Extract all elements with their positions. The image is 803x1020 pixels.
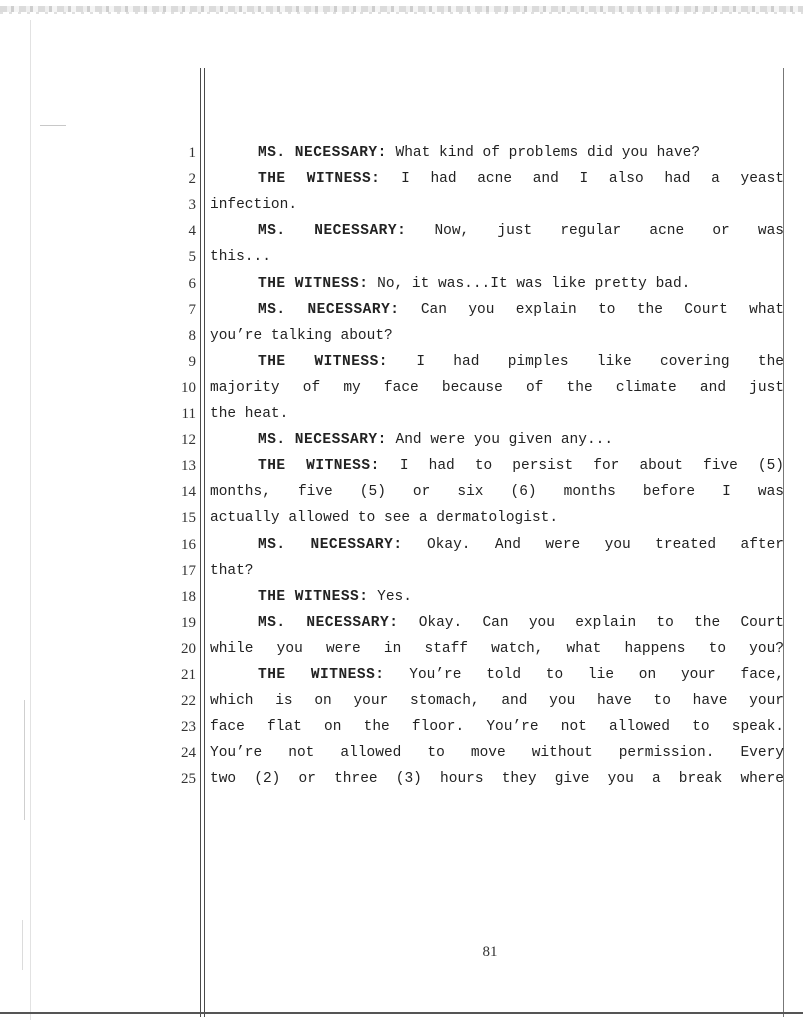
line-text (210, 323, 784, 349)
transcript-line (150, 297, 790, 323)
line-text (210, 740, 784, 766)
transcript-line (150, 192, 790, 218)
speaker-label: THE WITNESS: (258, 353, 389, 370)
line-number: 16 (181, 536, 196, 553)
line-number: 3 (188, 197, 196, 214)
transcript-line (150, 323, 790, 349)
line-number: 18 (181, 588, 196, 605)
transcript-line (150, 662, 790, 688)
speaker-label: MS. NECESSARY: (258, 145, 387, 161)
line-number: 11 (181, 406, 196, 422)
line-text (210, 532, 784, 558)
spoken-text: which is on your stomach, and you have to have your (210, 693, 784, 710)
scan-artifact-top-2 (0, 12, 803, 14)
transcript-line (150, 453, 790, 479)
line-text (210, 244, 784, 270)
line-text (210, 271, 784, 297)
spoken-text: Okay. And were you treated after (426, 536, 784, 553)
line-text (210, 192, 784, 218)
transcript-line (150, 714, 790, 740)
spoken-text: months, five (5) or six (6) months before I was (210, 484, 784, 501)
line-text (210, 558, 784, 584)
transcript-line (150, 166, 790, 192)
line-number: 19 (181, 614, 196, 631)
line-text (210, 610, 784, 636)
line-text (210, 505, 784, 531)
line-text (210, 766, 784, 792)
line-number: 22 (181, 693, 196, 710)
speaker-label: THE WITNESS: (258, 588, 369, 605)
line-text (210, 401, 784, 427)
transcript-line (150, 271, 790, 297)
spoken-text: majority of my face because of the climate and just (210, 379, 784, 396)
line-text (210, 453, 784, 479)
transcript-line (150, 218, 790, 244)
spoken-text: you’re talking about? (210, 327, 393, 344)
transcript-line (150, 349, 790, 375)
transcript-line (150, 505, 790, 531)
scan-mark (24, 700, 25, 820)
line-number: 8 (188, 327, 196, 344)
speaker-label: MS. NECESSARY: (258, 432, 387, 449)
transcript-line (150, 375, 790, 401)
line-number: 10 (181, 379, 196, 396)
speaker-label: THE WITNESS: (258, 667, 385, 683)
line-number: 24 (181, 745, 196, 762)
spoken-text: I had pimples like covering the (416, 353, 785, 370)
transcript-line (150, 558, 790, 584)
transcript-line (150, 140, 790, 166)
speaker-label: THE WITNESS: (258, 458, 380, 475)
transcript-line (150, 584, 790, 610)
line-text (210, 218, 784, 244)
speaker-label: MS. NECESSARY: (258, 614, 399, 631)
page-number: 81 (482, 944, 498, 960)
spoken-text: You’re told to lie on your face, (409, 667, 785, 683)
line-text (210, 479, 784, 505)
line-number: 9 (188, 353, 196, 370)
spoken-text: You’re not allowed to move without permission. Every (210, 745, 784, 762)
spoken-text: Okay. Can you explain to the Court (418, 614, 784, 631)
line-number: 13 (181, 458, 196, 475)
speaker-label: MS. NECESSARY: (258, 536, 403, 553)
speaker-label: THE WITNESS: (258, 171, 381, 188)
scan-mark (40, 125, 66, 126)
line-number: 14 (181, 484, 196, 501)
line-text (210, 688, 784, 714)
line-number: 17 (181, 562, 196, 579)
transcript-line (150, 636, 790, 662)
bottom-rule (0, 1012, 803, 1014)
transcript-line (150, 244, 790, 270)
transcript-line (150, 479, 790, 505)
transcript-line (150, 401, 790, 427)
line-number: 4 (188, 223, 196, 240)
line-text (210, 584, 784, 610)
transcript-line (150, 610, 790, 636)
speaker-label: MS. NECESSARY: (258, 301, 400, 318)
line-text (210, 297, 784, 323)
line-number: 25 (181, 771, 196, 788)
spoken-text: No, it was...It was like pretty bad. (377, 275, 691, 292)
line-text (210, 714, 784, 740)
line-text (210, 349, 784, 375)
spoken-text: this... (210, 249, 271, 266)
spoken-text: the heat. (210, 406, 289, 422)
transcript-line (150, 688, 790, 714)
line-number: 7 (188, 301, 196, 318)
transcript-line (150, 766, 790, 792)
transcript-line (150, 427, 790, 453)
line-text (210, 636, 784, 662)
line-text (210, 166, 784, 192)
line-text (210, 140, 784, 166)
spoken-text: Now, just regular acne or was (434, 223, 785, 240)
spoken-text: I had acne and I also had a yeast (401, 171, 784, 188)
line-number: 1 (188, 145, 196, 161)
spoken-text: Can you explain to the Court what (420, 301, 784, 318)
spoken-text: Yes. (377, 588, 412, 605)
line-number: 20 (181, 640, 196, 657)
spoken-text: two (2) or three (3) hours they give you a break where (210, 771, 784, 788)
spoken-text: I had to persist for about five (5) (399, 458, 785, 475)
line-number: 21 (181, 667, 196, 683)
scan-mark (22, 920, 23, 970)
line-text (210, 427, 784, 453)
line-number: 23 (181, 719, 196, 736)
spoken-text: And were you given any... (395, 432, 614, 449)
page-edge (30, 20, 31, 1020)
line-text (210, 375, 784, 401)
line-number: 5 (188, 249, 196, 266)
transcript-line (150, 532, 790, 558)
line-text (210, 662, 784, 688)
spoken-text: infection. (210, 197, 298, 214)
speaker-label: THE WITNESS: (258, 275, 369, 292)
transcript-line (150, 740, 790, 766)
spoken-text: while you were in staff watch, what happens to you? (210, 640, 784, 657)
line-number: 2 (188, 171, 196, 188)
line-number: 15 (181, 510, 196, 527)
spoken-text: face flat on the floor. You’re not allowed to speak. (210, 719, 784, 736)
spoken-text: that? (210, 562, 254, 579)
spoken-text: What kind of problems did you have? (395, 145, 701, 161)
speaker-label: MS. NECESSARY: (258, 223, 407, 240)
spoken-text: actually allowed to see a dermatologist. (210, 510, 559, 527)
line-number: 6 (188, 275, 196, 292)
line-number: 12 (181, 432, 196, 449)
